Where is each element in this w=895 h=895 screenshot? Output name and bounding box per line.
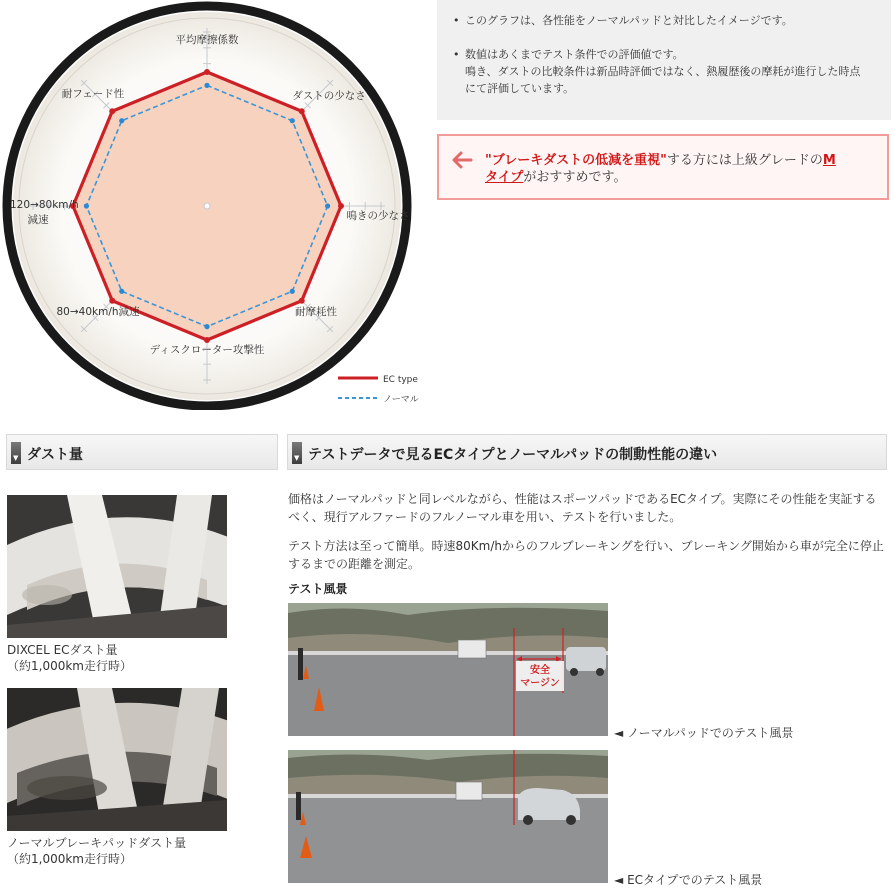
- test-scene-heading: テスト風景: [288, 582, 348, 596]
- normal-point: [290, 118, 295, 123]
- radar-axis-label: 120→80km/h: [10, 199, 79, 211]
- ec-type-point: [299, 108, 305, 114]
- normal-point: [325, 203, 330, 208]
- m-type-link-cont[interactable]: タイプ: [485, 170, 524, 185]
- section-marker-icon: ▼: [292, 442, 302, 464]
- radar-chart-panel: [0, 0, 437, 410]
- dust-caption-normal: [7, 835, 227, 867]
- normal-point: [84, 203, 89, 208]
- caption-text: ECタイプでのテスト風景: [627, 873, 763, 887]
- notes-box: [437, 0, 891, 120]
- normal-point: [204, 83, 209, 88]
- normal-point: [290, 289, 295, 294]
- test-section-header: [287, 434, 887, 470]
- normal-point: [204, 324, 209, 329]
- ec-type-point: [204, 337, 210, 343]
- caption-line: DIXCEL ECダスト量: [7, 643, 118, 657]
- recommendation-callout: [437, 134, 889, 200]
- note-item-1: [453, 12, 878, 29]
- dust-section-header: [6, 434, 278, 470]
- callout-emphasis: "ブレーキダストの低減を重視": [485, 153, 667, 168]
- test-scene-caption-normal: [614, 724, 793, 741]
- radar-axis-label: 平均摩擦係数: [175, 34, 239, 46]
- note-text: このグラフは、各性能をノーマルパッドと対比したイメージです。: [465, 14, 793, 27]
- caption-text: ノーマルパッドでのテスト風景: [627, 726, 794, 740]
- legend-ec-label: EC type: [383, 375, 418, 385]
- test-photo-normal: [288, 603, 608, 736]
- dust-caption-dixcel: [7, 642, 227, 674]
- note-text: 鳴き、ダストの比較条件は新品時評価ではなく、熱履歴後の摩耗が進行した時点: [465, 65, 861, 78]
- ec-type-point: [109, 298, 115, 304]
- bullet-icon: •: [453, 14, 460, 27]
- radar-axis-label: 減速: [27, 214, 49, 226]
- triangle-left-icon: ◄: [614, 726, 624, 740]
- normal-point: [119, 118, 124, 123]
- note-text: にて評価しています。: [465, 82, 575, 95]
- m-type-link[interactable]: M: [822, 153, 836, 168]
- ec-type-point: [109, 108, 115, 114]
- radar-chart: [0, 0, 437, 410]
- section-marker-icon: ▼: [11, 442, 21, 464]
- dust-photo-dixcel: [7, 495, 227, 638]
- caption-line: （約1,000km走行時）: [7, 659, 132, 673]
- radar-axis-label: 80→40km/h減速: [56, 306, 140, 318]
- callout-middle: する方には上級グレードの: [666, 153, 823, 168]
- note-text: 数値はあくまでテスト条件での評価値です。: [465, 48, 684, 61]
- dust-section-title: ダスト量: [27, 447, 83, 463]
- callout-message: [485, 152, 885, 186]
- test-photo-ec: [288, 750, 608, 883]
- callout-end: がおすすめです。: [523, 170, 627, 185]
- dust-photo-normal: [7, 688, 227, 831]
- legend-normal-label: ノーマル: [383, 395, 419, 405]
- radar-axis-label: ディスクローター攻撃性: [149, 344, 265, 356]
- ec-type-point: [204, 69, 210, 75]
- radar-center: [204, 203, 210, 209]
- radar-axis-label: 耐フェード性: [61, 88, 125, 100]
- radar-axis-label: 鳴きの少なさ: [346, 210, 410, 222]
- safety-margin-label: マージン: [520, 678, 560, 689]
- safety-margin-label: 安全: [530, 665, 550, 676]
- test-scene-caption-ec: [614, 871, 762, 888]
- arrow-left-icon: [450, 148, 474, 172]
- radar-axis-label: ダストの少なさ: [292, 90, 366, 102]
- ec-type-point: [299, 298, 305, 304]
- triangle-left-icon: ◄: [614, 873, 624, 887]
- normal-point: [119, 289, 124, 294]
- note-item-2: [453, 46, 878, 97]
- test-section-title: テストデータで見るECタイプとノーマルパッドの制動性能の違い: [308, 447, 718, 463]
- radar-axis-label: 耐摩耗性: [295, 306, 337, 318]
- test-paragraph-1: 価格はノーマルパッドと同レベルながら、性能はスポーツパッドであるECタイプ。実際にその性能を実証するべく、現行アルファードのフルノーマル車を用い、テストを行いました。: [288, 492, 877, 524]
- caption-line: （約1,000km走行時）: [7, 852, 132, 866]
- test-paragraph-2: テスト方法は至って簡単。時速80Km/hからのフルブレーキングを行い、ブレーキング開始から車が完全に停止するまでの距離を測定。: [288, 539, 884, 571]
- caption-line: ノーマルブレーキパッドダスト量: [7, 836, 187, 850]
- bullet-icon: •: [453, 48, 460, 61]
- ec-type-point: [338, 203, 344, 209]
